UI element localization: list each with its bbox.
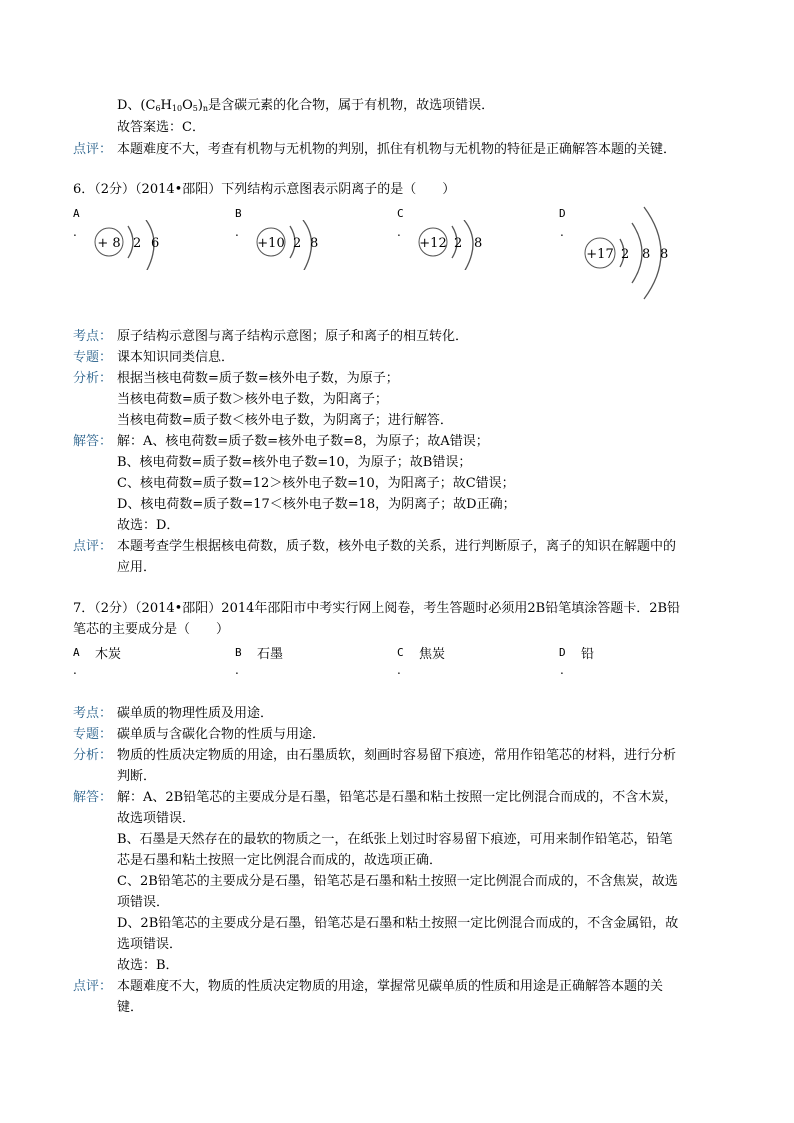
q6-kaodian-label: 考点： (73, 329, 113, 344)
q7-option-d-letter: D (559, 646, 566, 659)
q7-stem-line: 笔芯的主要成分是（ ） (73, 622, 230, 637)
q7-dianping-line: 键． (117, 1000, 144, 1015)
q7-jieda-line: D、2B铅笔芯的主要成分是石墨，铅笔芯是石墨和粘土按照一定比例混合而成的，不含金属铅，故 (117, 916, 679, 931)
q7-option-d-text: 铅 (581, 647, 595, 662)
q7-option-a-letter: A (73, 646, 80, 659)
shell-1-count: 2 (621, 247, 630, 262)
q6-dianping-line: 本题考查学生根据核电荷数，质子数，核外电子数的关系，进行判断原子，离子的知识在解题中的 (117, 539, 677, 554)
q7-zhuanti-label: 专题： (73, 727, 113, 742)
q6-jieda-line: 故选：D． (117, 518, 180, 533)
q7-jieda-line: C、2B铅笔芯的主要成分是石墨，铅笔芯是石墨和粘土按照一定比例混合而成的，不含焦炭，故选 (117, 874, 678, 889)
q7-option-a-text: 木炭 (95, 647, 122, 662)
q6-zhuanti-label: 专题： (73, 350, 113, 365)
q6-option-a-dot: . (73, 225, 77, 239)
q7-option-b-dot: . (235, 663, 239, 677)
q6-zhuanti: 课本知识同类信息． (117, 350, 235, 365)
nucleus-charge: + 8 (97, 236, 121, 251)
q7-jieda-line: 故选项错误． (117, 811, 196, 826)
q6-fenxi-line: 当核电荷数=质子数＞核外电子数，为阳离子； (117, 392, 388, 407)
electron-shell-2 (464, 220, 473, 270)
q7-jieda-line: B、石墨是天然存在的最软的物质之一，在纸张上划过时容易留下痕迹，可用来制作铅笔芯，铅笔 (117, 832, 673, 847)
q6-option-b-dot: . (235, 225, 239, 239)
q6-kaodian: 原子结构示意图与离子结构示意图；原子和离子的相互转化． (117, 329, 469, 344)
q6-jieda-label: 解答： (73, 434, 113, 449)
q5-comment-label: 点评： (73, 142, 113, 157)
q6-diagram-d (582, 205, 682, 301)
q6-diagram-b (250, 220, 330, 270)
q7-kaodian: 碳单质的物理性质及用途． (117, 706, 274, 721)
shell-2-count: 6 (151, 236, 160, 251)
q7-option-c-letter: C (397, 646, 404, 659)
q7-option-b-letter: B (235, 646, 242, 659)
q6-diagram-a (88, 220, 168, 270)
q7-fenxi-line: 物质的性质决定物质的用途，由石墨质软，刻画时容易留下痕迹，常用作铅笔芯的材料，进行分析 (117, 748, 677, 763)
q7-fenxi-line: 判断． (117, 769, 157, 784)
q7-jieda-line: 解：A、2B铅笔芯的主要成分是石墨，铅笔芯是石墨和粘土按照一定比例混合而成的，不含木炭， (117, 790, 678, 805)
shell-2-count: 8 (474, 236, 483, 251)
q6-option-d-letter: D (559, 207, 566, 220)
electron-shell-2 (632, 223, 642, 283)
shell-1-count: 2 (133, 236, 142, 251)
q6-jieda-line: C、核电荷数=质子数=12＞核外电子数=10，为阳离子；故C错误； (117, 476, 515, 491)
q7-dianping-line: 本题难度不大，物质的性质决定物质的用途，掌握常见碳单质的性质和用途是正确解答本题的关 (117, 979, 664, 994)
nucleus-charge: +12 (419, 236, 447, 251)
q7-fenxi-label: 分析： (73, 748, 113, 763)
q6-option-b-letter: B (235, 207, 242, 220)
q7-jieda-line: 故选：B． (117, 958, 179, 973)
q7-jieda-line: 选项错误． (117, 937, 183, 952)
q6-dianping-line: 应用． (117, 560, 157, 575)
q7-option-c-dot: . (397, 663, 401, 677)
q7-zhuanti: 碳单质与含碳化合物的性质与用途． (117, 727, 326, 742)
q6-jieda-line: D、核电荷数=质子数=17＜核外电子数=18，为阴离子；故D正确； (117, 497, 516, 512)
shell-1-count: 2 (454, 236, 463, 251)
nucleus-charge: +17 (586, 247, 614, 262)
q7-jieda-line: 项错误． (117, 895, 170, 910)
q6-fenxi-line: 根据当核电荷数=质子数=核外电子数，为原子； (117, 371, 399, 386)
q6-diagram-c (412, 220, 492, 270)
q6-option-a-letter: A (73, 207, 80, 220)
q7-option-c-text: 焦炭 (419, 647, 446, 662)
q7-kaodian-label: 考点： (73, 706, 113, 721)
q6-option-c-dot: . (397, 225, 401, 239)
shell-2-count: 8 (642, 247, 651, 262)
q7-stem-line: 7．（2分）（2014•邵阳）2014年邵阳市中考实行网上阅卷，考生答题时必须用2B铅笔填涂答题卡．2B铅 (73, 601, 681, 616)
q6-dianping-label: 点评： (73, 539, 113, 554)
shell-1-count: 2 (293, 236, 302, 251)
q7-option-b-text: 石墨 (257, 647, 284, 662)
q6-fenxi-line: 当核电荷数=质子数＜核外电子数，为阴离子；进行解答． (117, 413, 453, 428)
nucleus-charge: +10 (257, 236, 285, 251)
shell-2-count: 8 (310, 236, 319, 251)
q5-answer: 故答案选：C． (117, 120, 205, 135)
q7-option-d-dot: . (560, 663, 564, 677)
q6-fenxi-label: 分析： (73, 371, 113, 386)
q6-jieda-line: 解：A、核电荷数=质子数=核外电子数=8，为原子；故A错误； (117, 434, 489, 449)
q6-jieda-line: B、核电荷数=质子数=核外电子数=10，为原子；故B错误； (117, 455, 472, 470)
q5-comment: 本题难度不大，考查有机物与无机物的判别，抓住有机物与无机物的特征是正确解答本题的关键． (117, 142, 677, 157)
q7-dianping-label: 点评： (73, 979, 113, 994)
q7-jieda-line: 芯是石墨和粘土按照一定比例混合而成的，故选项正确． (117, 853, 443, 868)
q6-stem: 6．（2分）（2014•邵阳）下列结构示意图表示阴离子的是（ ） (73, 182, 456, 197)
q6-option-d-dot: . (560, 225, 564, 239)
q7-jieda-label: 解答： (73, 790, 113, 805)
q6-option-c-letter: C (397, 207, 404, 220)
shell-3-count: 8 (660, 247, 669, 262)
q5-option-d-explanation: D、$(C_6H_{10}O_5)_n$是含碳元素的化合物，属于有机物，故选项错误． (117, 98, 495, 113)
q7-option-a-dot: . (73, 663, 77, 677)
